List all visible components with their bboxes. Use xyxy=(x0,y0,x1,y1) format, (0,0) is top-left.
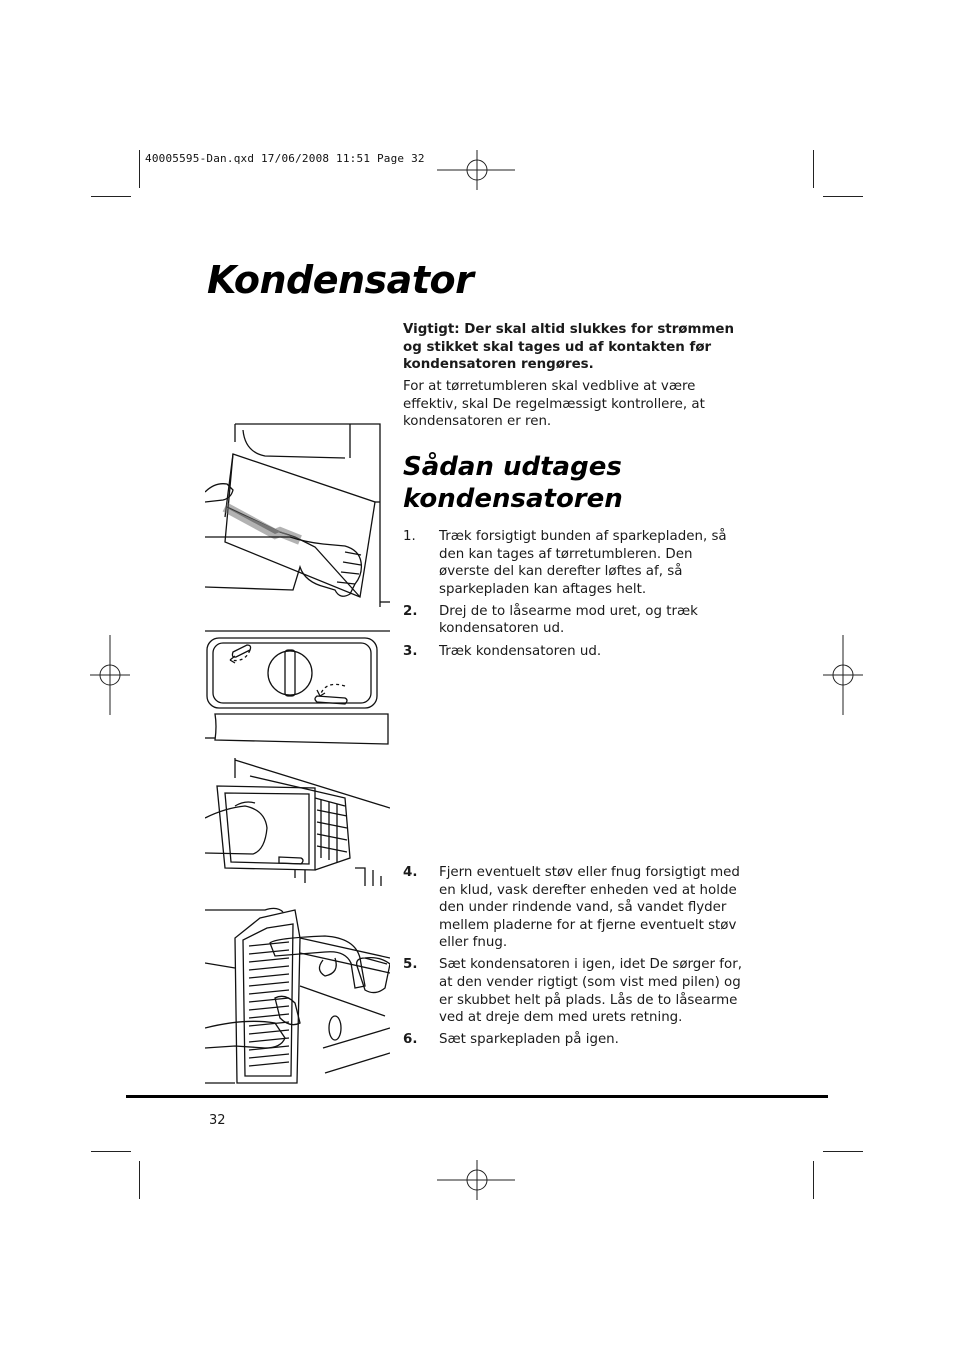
list-item xyxy=(403,643,743,661)
steps-list-a xyxy=(403,528,743,665)
step-text: Sæt kondensatoren i igen, idet De sørger for, at den vender rigtigt (som vist med pilen) og er skubbet helt på plads. Lås de to låsearme ved at dreje dem med urets retning. xyxy=(439,957,742,1026)
condenser-rinse-illustration xyxy=(205,898,390,1086)
step-number: 5. xyxy=(403,957,418,973)
crop-mark xyxy=(139,150,140,188)
crop-mark xyxy=(823,196,863,197)
step-number: 6. xyxy=(403,1032,418,1048)
section-title: Sådan udtages kondensatoren xyxy=(403,452,623,514)
page-number: 32 xyxy=(209,1113,226,1128)
step-number: 4. xyxy=(403,865,418,880)
step-text: Træk forsigtigt bunden af sparkepladen, så den kan tages af tørretumbleren. Den øverste del kan derefter løftes af, så sparkepladen kan aftages helt. xyxy=(439,529,727,597)
step-number: 1. xyxy=(403,529,416,544)
step-text: Sæt sparkepladen på igen. xyxy=(439,1032,619,1048)
intro-text: For at tørretumbleren skal vedblive at være effektiv, skal De regelmæssigt kontrollere, at kondensatoren er ren. xyxy=(403,379,705,430)
condenser-pullout-illustration xyxy=(205,758,390,888)
list-item xyxy=(403,528,743,598)
crop-mark xyxy=(139,1161,140,1199)
steps-list-b xyxy=(403,864,743,1053)
page-title: Kondensator xyxy=(207,258,474,302)
crop-mark xyxy=(813,150,814,188)
step-number: 2. xyxy=(403,603,418,619)
kickplate-removal-illustration xyxy=(205,422,390,607)
registration-target-icon xyxy=(90,635,130,715)
registration-target-icon xyxy=(437,1160,517,1200)
condenser-lock-arms-illustration xyxy=(205,628,390,748)
registration-target-icon xyxy=(437,150,517,190)
list-item xyxy=(403,1031,743,1049)
crop-mark xyxy=(91,196,131,197)
crop-mark xyxy=(813,1161,814,1199)
registration-target-icon xyxy=(823,635,863,715)
footer-rule xyxy=(126,1095,828,1098)
step-number: 3. xyxy=(403,643,418,659)
step-text: Træk kondensatoren ud. xyxy=(439,643,602,659)
list-item xyxy=(403,956,743,1026)
crop-mark xyxy=(91,1151,131,1152)
safety-warning: Vigtigt: Der skal altid slukkes for strømmen og stikket skal tages ud af kontakten før kondensatoren rengøres. xyxy=(403,322,735,373)
list-item xyxy=(403,864,743,952)
print-slug: 40005595-Dan.qxd 17/06/2008 11:51 Page 32 xyxy=(145,152,425,165)
step-text: Drej de to låsearme mod uret, og træk kondensatoren ud. xyxy=(439,603,698,637)
step-text: Fjern eventuelt støv eller fnug forsigtigt med en klud, vask derefter enheden ved at holde den under rindende vand, så vandet flyder mellem pladerne for at fjerne eventuelt støv eller fnug. xyxy=(439,865,740,951)
list-item xyxy=(403,603,743,638)
crop-mark xyxy=(823,1151,863,1152)
